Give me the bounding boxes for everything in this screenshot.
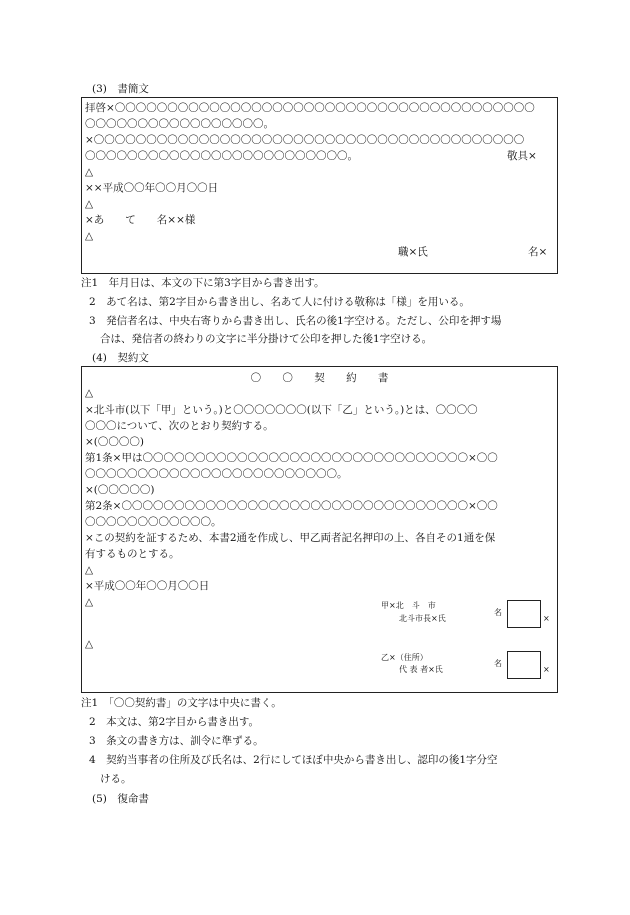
party-b-seal-label: 名 — [494, 659, 502, 668]
note-3-3a: 3 発信者名は、中央右寄りから書き出し、氏名の後1字空ける。ただし、公印を押す場 — [89, 315, 502, 327]
party-a-seal-box — [494, 600, 541, 628]
party-a-space-mark: × — [543, 614, 550, 623]
contract-line-4: 第1条×甲は〇〇〇〇〇〇〇〇〇〇〇〇〇〇〇〇〇〇〇〇〇〇〇〇〇〇〇〇〇〇〇×〇〇 — [85, 452, 498, 464]
letter-line-4: 〇〇〇〇〇〇〇〇〇〇〇〇〇〇〇〇〇〇〇〇〇〇〇〇〇。 — [85, 150, 358, 162]
contract-date: ×平成〇〇年〇〇月〇〇日 — [85, 580, 210, 592]
section-3-heading: (3) 書簡文 — [92, 83, 149, 95]
contract-box — [81, 366, 558, 693]
letter-line-1: 拝啓×〇〇〇〇〇〇〇〇〇〇〇〇〇〇〇〇〇〇〇〇〇〇〇〇〇〇〇〇〇〇〇〇〇〇〇〇〇〇〇〇 — [85, 102, 535, 114]
contract-space-mark-2: △ — [85, 564, 94, 576]
note-3-1: 注1 年月日は、本文の下に第3字目から書き出す。 — [81, 277, 325, 289]
letter-sender-name: 名× — [528, 246, 548, 258]
note-4-1: 注1 「〇〇契約書」の文字は中央に書く。 — [81, 697, 282, 709]
party-b-line-1: 乙×（住所） — [381, 653, 428, 662]
party-a-line-2: 北斗市長×氏 — [399, 614, 446, 623]
letter-space-mark-2: △ — [85, 198, 94, 210]
letter-box — [81, 97, 558, 274]
note-3-2: 2 あて名は、第2字目から書き出し、名あて人に付ける敬称は「様」を用いる。 — [89, 296, 470, 308]
letter-line-2: 〇〇〇〇〇〇〇〇〇〇〇〇〇〇〇〇〇。 — [85, 118, 274, 130]
contract-line-3: ×(〇〇〇〇) — [85, 436, 144, 448]
contract-line-2: 〇〇〇について、次のとおり契約する。 — [85, 420, 274, 432]
letter-space-mark-3: △ — [85, 230, 94, 242]
party-a-seal-label: 名 — [494, 608, 502, 617]
letter-date: ××平成〇〇年〇〇月〇〇日 — [85, 182, 219, 194]
party-b-space-mark: × — [543, 665, 550, 674]
note-4-4a: 4 契約当事者の住所及び氏名は、2行にしてほぼ中央から書き出し、認印の後1字分空 — [89, 754, 498, 766]
section-5-heading: (5) 復命書 — [92, 793, 149, 805]
party-b-seal-box — [494, 651, 541, 679]
note-4-3: 3 条文の書き方は、訓令に準ずる。 — [89, 735, 264, 747]
contract-line-1: ×北斗市(以下「甲」という。)と〇〇〇〇〇〇〇(以下「乙」という。)とは、〇〇〇〇 — [85, 404, 478, 416]
contract-space-mark-4: △ — [85, 638, 94, 650]
note-3-3b: 合は、発信者の終わりの文字に半分掛けて公印を押した後1字空ける。 — [100, 333, 433, 345]
letter-addressee: ×あ て 名××様 — [85, 214, 196, 226]
contract-line-5: 〇〇〇〇〇〇〇〇〇〇〇〇〇〇〇〇〇〇〇〇〇〇〇〇。 — [85, 468, 348, 480]
contract-line-6: ×(〇〇〇〇〇) — [85, 484, 155, 496]
section-4-heading: (4) 契約文 — [92, 352, 149, 364]
party-b-line-2: 代 表 者×氏 — [399, 665, 443, 674]
letter-sender-title: 職×氏 — [398, 246, 428, 258]
contract-line-10: 有するものとする。 — [85, 548, 180, 560]
letter-line-3: ×〇〇〇〇〇〇〇〇〇〇〇〇〇〇〇〇〇〇〇〇〇〇〇〇〇〇〇〇〇〇〇〇〇〇〇〇〇〇〇〇〇 — [85, 134, 525, 146]
contract-space-mark-3: △ — [85, 596, 94, 608]
letter-space-mark-1: △ — [85, 166, 94, 178]
party-a-line-1: 甲×北 斗 市 — [381, 601, 436, 610]
contract-line-8: 〇〇〇〇〇〇〇〇〇〇〇〇。 — [85, 516, 222, 528]
contract-title: 〇 〇 契 約 書 — [250, 372, 389, 384]
contract-space-mark-1: △ — [85, 387, 94, 399]
contract-line-7: 第2条×〇〇〇〇〇〇〇〇〇〇〇〇〇〇〇〇〇〇〇〇〇〇〇〇〇〇〇〇〇〇〇〇〇×〇〇 — [85, 500, 498, 512]
note-4-2: 2 本文は、第2字目から書き出す。 — [89, 716, 260, 728]
contract-line-9: ×この契約を証するため、本書2通を作成し、甲乙両者記名押印の上、各自その1通を保 — [85, 532, 496, 544]
note-4-4b: ける。 — [100, 773, 132, 785]
letter-closing: 敬具× — [507, 150, 537, 162]
